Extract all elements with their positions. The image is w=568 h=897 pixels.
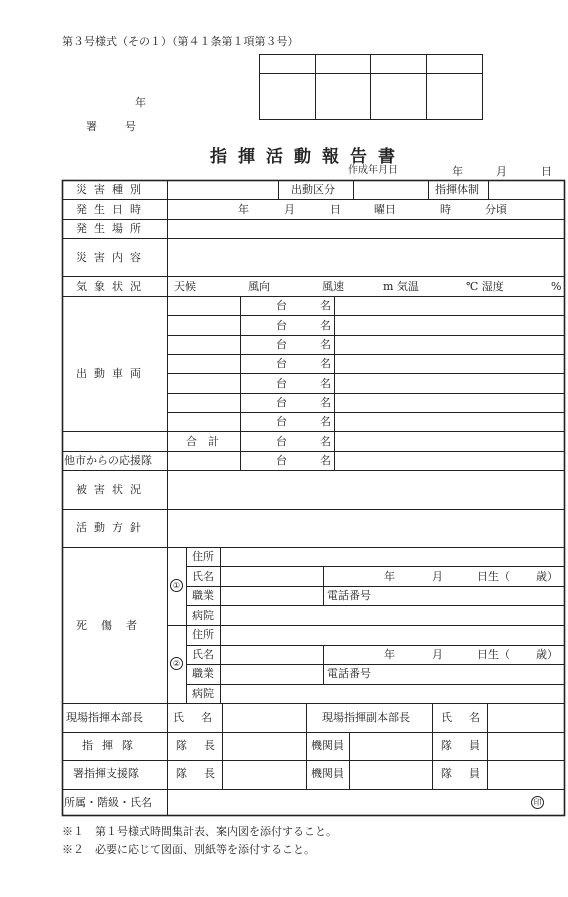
disaster-type-label: 災害種別 (76, 183, 148, 196)
site-vice-name-label: 氏 名 (441, 711, 483, 724)
station-support-label: 署指揮支援隊 (73, 767, 139, 780)
seal-mark: 印 (531, 796, 544, 809)
unit-name-label: 名 (320, 415, 331, 428)
unit-name-label: 名 (320, 338, 331, 351)
dt-hour: 時 (440, 203, 451, 216)
site-commander-label: 現場指揮本部長 (66, 711, 143, 724)
disaster-content-label: 災害内容 (76, 251, 148, 264)
unit-name-label: 名 (320, 299, 331, 312)
dt-day: 日 (330, 203, 341, 216)
dt-minute: 分頃 (485, 203, 507, 216)
created-month: 月 (496, 165, 507, 178)
ss-member-label: 隊 員 (441, 767, 483, 780)
c1-hospital-label: 病院 (192, 609, 214, 622)
cu-operator-label: 機関員 (311, 739, 344, 752)
c2-address-label: 住所 (192, 628, 214, 641)
unit-count-label: 台 (276, 396, 287, 409)
c2-hospital-label: 病院 (192, 687, 214, 700)
casualty-1-marker: ① (170, 579, 183, 592)
total-label: 合 計 (186, 435, 219, 448)
policy-label: 活動方針 (76, 521, 148, 534)
command-unit-label: 指揮隊 (82, 739, 142, 752)
c1-name-label: 氏名 (192, 570, 214, 583)
dt-month: 月 (284, 203, 295, 216)
c1-age: 歳） (536, 570, 558, 583)
unit-count-label: 台 (276, 319, 287, 332)
occurrence-datetime-label: 発生日時 (76, 203, 148, 216)
damage-label: 被害状況 (76, 483, 148, 496)
unit-count-label: 台 (276, 435, 287, 448)
wind-direction-label: 風向 (248, 280, 270, 293)
year-label: 年 (135, 96, 146, 109)
number-label: 署 号 (86, 120, 138, 133)
c2-phone-label: 電話番号 (327, 667, 371, 680)
weather-label: 気象状況 (76, 280, 148, 293)
c2-occupation-label: 職業 (192, 667, 214, 680)
casualty-2-marker: ② (170, 657, 183, 670)
occurrence-place-label: 発生場所 (76, 222, 148, 235)
note-1: ※１ 第１号様式時間集計表、案内図を添付すること。 (62, 825, 337, 838)
unit-count-label: 台 (276, 357, 287, 370)
unit-name-label: 名 (320, 377, 331, 390)
c1-birth-month: 月 (432, 570, 443, 583)
unit-name-label: 名 (320, 435, 331, 448)
created-day: 日 (541, 165, 552, 178)
wind-speed-label: 風速 (322, 280, 344, 293)
dt-year: 年 (238, 203, 249, 216)
c1-birth-year: 年 (384, 570, 395, 583)
c1-address-label: 住所 (192, 550, 214, 563)
dispatch-class-label: 出動区分 (291, 183, 335, 196)
unit-name-label: 名 (320, 357, 331, 370)
humidity-label: ℃ 湿度 (466, 280, 504, 293)
dt-weekday: 曜日 (374, 203, 396, 216)
affiliation-label: 所属・階級・氏名 (64, 796, 152, 809)
c2-age: 歳） (536, 648, 558, 661)
document-title: 指揮活動報告書 (210, 147, 406, 167)
c1-phone-label: 電話番号 (327, 589, 371, 602)
cu-captain-label: 隊 長 (176, 739, 218, 752)
temperature-label: m 気温 (383, 280, 419, 293)
unit-name-label: 名 (320, 454, 331, 467)
site-vice-commander-label: 現場指揮副本部長 (322, 711, 410, 724)
ss-operator-label: 機関員 (311, 767, 344, 780)
unit-count-label: 台 (276, 454, 287, 467)
weather-condition-label: 天候 (174, 280, 196, 293)
cu-member-label: 隊 員 (441, 739, 483, 752)
c1-birth-day: 日生（ (477, 570, 510, 583)
c2-birth-day: 日生（ (477, 648, 510, 661)
unit-count-label: 台 (276, 338, 287, 351)
command-system-label: 指揮体制 (435, 183, 479, 196)
note-2: ※２ 必要に応じて図面、別紙等を添付すること。 (62, 843, 315, 856)
ss-captain-label: 隊 長 (176, 767, 218, 780)
unit-count-label: 台 (276, 377, 287, 390)
unit-name-label: 名 (320, 396, 331, 409)
unit-count-label: 台 (276, 299, 287, 312)
percent-label: % (551, 280, 562, 293)
c2-birth-year: 年 (384, 648, 395, 661)
form-number-label: 第３号様式（その１）（第４１条第１項第３号） (62, 35, 299, 48)
c2-birth-month: 月 (432, 648, 443, 661)
other-city-support-label: 他市からの応援隊 (64, 454, 152, 467)
unit-count-label: 台 (276, 415, 287, 428)
vehicles-label: 出動車両 (76, 367, 148, 380)
created-year: 年 (452, 165, 463, 178)
unit-name-label: 名 (320, 319, 331, 332)
c1-occupation-label: 職業 (192, 589, 214, 602)
c2-name-label: 氏名 (192, 648, 214, 661)
created-date-label: 作成年月日 (348, 165, 398, 176)
casualties-label: 死傷者 (76, 619, 151, 632)
site-commander-name-label: 氏 名 (173, 711, 215, 724)
